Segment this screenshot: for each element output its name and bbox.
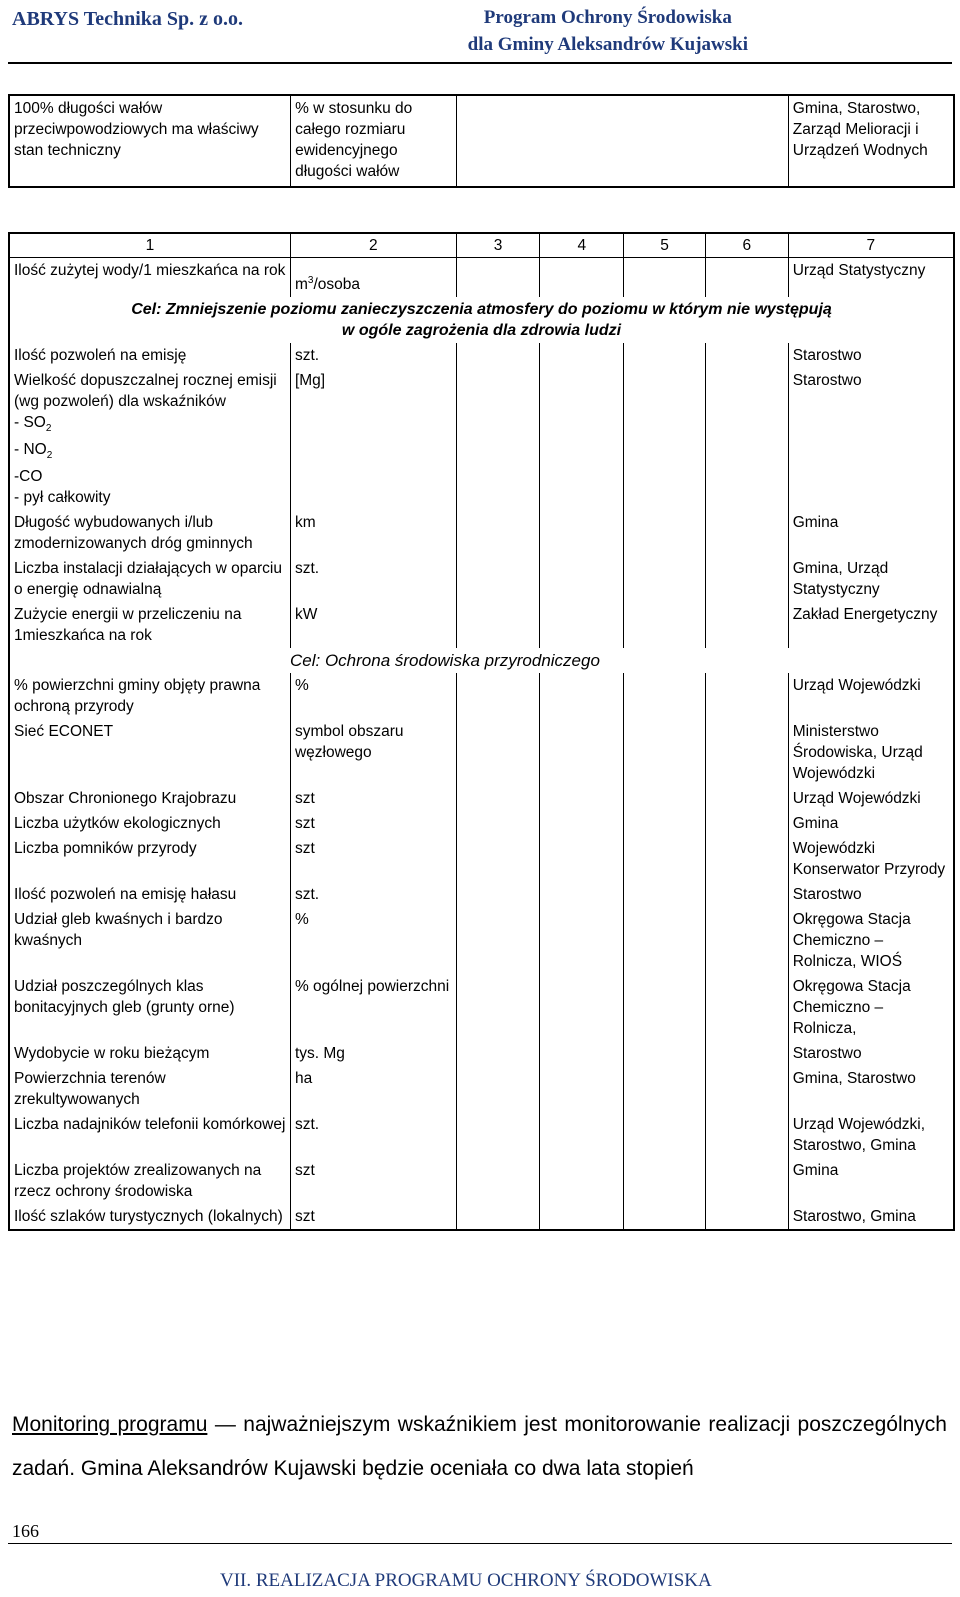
indicator-unit: ha — [290, 1066, 456, 1112]
indicator-unit: szt — [290, 786, 456, 811]
indicator-source: Starostwo — [788, 1041, 954, 1066]
empty-cell — [624, 836, 706, 882]
indicator-name: Obszar Chronionego Krajobrazu — [14, 790, 237, 808]
indicator-unit: km — [290, 510, 456, 556]
indicator-name: % powierzchni gminy objęty prawna ochroną przyrody — [14, 677, 261, 716]
table-row — [9, 1204, 954, 1230]
empty-cell — [540, 836, 624, 882]
indicator-source: Urząd Wojewódzki, Starostwo, Gmina — [788, 1112, 954, 1158]
table-row — [9, 1041, 954, 1066]
indicator-source: Wojewódzki Konserwator Przyrody — [788, 836, 954, 882]
indicator-unit: % ogólnej powierzchni — [290, 974, 456, 1041]
monitoring-label: Monitoring programu — [12, 1413, 208, 1436]
table-row — [9, 258, 954, 298]
goal-row — [9, 297, 954, 343]
empty-cell — [456, 556, 540, 602]
empty-cell — [540, 974, 624, 1041]
empty-cell — [705, 907, 788, 974]
top-table — [8, 94, 955, 188]
col-number: 7 — [788, 233, 954, 258]
indicator-name: Wydobycie w roku bieżącym — [14, 1045, 210, 1063]
indicator-name: Zużycie energii w przeliczeniu na 1mieszkańca na rok — [14, 606, 242, 645]
indicator-source: Gmina — [788, 1158, 954, 1204]
col-number: 2 — [290, 233, 456, 258]
co-label: -CO — [14, 468, 43, 486]
empty-cell — [456, 882, 540, 907]
empty-cell — [624, 343, 706, 368]
empty-cell — [456, 1112, 540, 1158]
indicator-name: Liczba projektów zrealizowanych na rzecz ochrony środowiska — [14, 1162, 262, 1201]
empty-cell — [705, 836, 788, 882]
table-row — [9, 719, 954, 786]
table-row — [9, 1158, 954, 1204]
page-number: 166 — [12, 1521, 39, 1541]
indicator-name: Ilość pozwoleń na emisję — [14, 347, 187, 365]
empty-cell — [456, 719, 540, 786]
indicator-source: Starostwo — [788, 882, 954, 907]
empty-cell — [540, 1158, 624, 1204]
indicator-name: Liczba użytków ekologicznych — [14, 815, 221, 833]
empty-cell — [705, 1112, 788, 1158]
indicator-source: Urząd Wojewódzki — [788, 786, 954, 811]
empty-cell — [540, 907, 624, 974]
footer-divider — [8, 1543, 952, 1544]
indicator-source: Starostwo — [788, 368, 954, 510]
indicator-unit — [290, 258, 456, 298]
no2-label: - NO — [14, 441, 47, 459]
empty-cell — [624, 907, 706, 974]
empty-cell — [705, 1158, 788, 1204]
empty-cell — [456, 786, 540, 811]
table-row — [9, 836, 954, 882]
empty-cell — [624, 786, 706, 811]
empty-cell — [705, 882, 788, 907]
empty-cell — [624, 602, 706, 648]
unit-exponent: 3 — [307, 275, 314, 286]
monitoring-text: — najważniejszym wskaźnikiem jest monitorowanie realizacji poszczególnych zadań. Gmina Aleksandrów Kujawski będzie oceniała co dwa lata stopień — [12, 1413, 947, 1480]
table-row — [9, 602, 954, 648]
indicator-unit: % — [290, 907, 456, 974]
indicator-unit: szt — [290, 1158, 456, 1204]
empty-cell — [540, 811, 624, 836]
indicator-name: Powierzchnia terenów zrekultywowanych — [14, 1070, 166, 1109]
indicator-source: Gmina — [788, 510, 954, 556]
indicator-unit: szt. — [290, 1112, 456, 1158]
empty-cell — [705, 673, 788, 719]
indicator-name: Ilość zużytej wody/1 mieszkańca na rok — [14, 262, 286, 279]
table-row — [9, 786, 954, 811]
empty-cell — [456, 602, 540, 648]
empty-cell — [540, 556, 624, 602]
column-numbers-row — [9, 233, 954, 258]
table-row — [9, 673, 954, 719]
empty-cell — [705, 1204, 788, 1230]
indicator-source: Gmina, Urząd Statystyczny — [788, 556, 954, 602]
empty-cell — [624, 719, 706, 786]
indicator-source: Okręgowa Stacja Chemiczno – Rolnicza, WIOŚ — [788, 907, 954, 974]
empty-cell — [624, 1112, 706, 1158]
empty-cell — [624, 974, 706, 1041]
table-row — [9, 556, 954, 602]
goal-heading: Cel: Ochrona środowiska przyrodniczego — [290, 651, 600, 671]
empty-cell — [624, 882, 706, 907]
indicator-name: Ilość pozwoleń na emisję hałasu — [14, 886, 237, 904]
subscript: 2 — [45, 423, 52, 435]
table-row — [9, 1066, 954, 1112]
indicator-unit: szt. — [290, 343, 456, 368]
program-title-line1: Program Ochrony Środowiska — [483, 7, 732, 28]
indicator-name — [9, 368, 290, 510]
indicator-unit: % — [290, 673, 456, 719]
empty-cell — [540, 343, 624, 368]
empty-cell — [705, 510, 788, 556]
table-row — [9, 882, 954, 907]
indicator-source: Ministerstwo Środowiska, Urząd Wojewódzki — [788, 719, 954, 786]
indicator-unit: szt — [290, 1204, 456, 1230]
empty-cell — [705, 1041, 788, 1066]
col-number: 4 — [540, 233, 624, 258]
empty-cell — [540, 673, 624, 719]
indicator-source: Starostwo, Gmina — [788, 1204, 954, 1230]
empty-cell — [624, 510, 706, 556]
empty-cell — [624, 1041, 706, 1066]
indicator-unit: szt — [290, 836, 456, 882]
empty-cell — [540, 719, 624, 786]
indicator-unit: kW — [290, 602, 456, 648]
empty-cell — [456, 95, 788, 187]
goal-heading — [9, 297, 954, 343]
empty-cell — [540, 510, 624, 556]
empty-cell — [540, 1041, 624, 1066]
empty-cell — [540, 1112, 624, 1158]
indicator-name: Udział gleb kwaśnych i bardzo kwaśnych — [14, 911, 223, 950]
empty-cell — [456, 510, 540, 556]
indicator-name: Długość wybudowanych i/lub zmodernizowanych dróg gminnych — [14, 514, 253, 553]
table-row — [9, 974, 954, 1041]
empty-cell — [456, 1204, 540, 1230]
indicator-name: Liczba pomników przyrody — [14, 840, 197, 858]
empty-cell — [456, 343, 540, 368]
dust-label: - pył całkowity — [14, 489, 111, 507]
empty-cell — [456, 1066, 540, 1112]
empty-cell — [540, 602, 624, 648]
table-row — [9, 95, 954, 187]
col-number: 1 — [9, 233, 290, 258]
empty-cell — [705, 556, 788, 602]
indicator-name: Sieć ECONET — [14, 723, 114, 741]
empty-cell — [456, 836, 540, 882]
empty-cell — [540, 786, 624, 811]
empty-cell — [456, 1041, 540, 1066]
col-number: 5 — [624, 233, 706, 258]
empty-cell — [540, 882, 624, 907]
indicator-unit: [Mg] — [290, 368, 456, 510]
unit-base: m — [294, 276, 308, 294]
empty-cell — [624, 673, 706, 719]
indicator-name: 100% długości wałów przeciwpowodziowych ma właściwy stan techniczny — [14, 100, 259, 159]
empty-cell — [456, 811, 540, 836]
indicator-name: Liczba instalacji działających w oparciu o energię odnawialną — [14, 560, 282, 599]
empty-cell — [705, 602, 788, 648]
table-row — [9, 510, 954, 556]
empty-cell — [705, 786, 788, 811]
col-number: 6 — [705, 233, 788, 258]
indicator-unit: szt. — [290, 882, 456, 907]
indicator-source: Urząd Wojewódzki — [788, 673, 954, 719]
empty-cell — [624, 1066, 706, 1112]
table-row — [9, 811, 954, 836]
table-row — [9, 907, 954, 974]
indicator-unit: szt. — [290, 556, 456, 602]
program-title — [468, 4, 748, 58]
indicator-source: Gmina, Starostwo — [788, 1066, 954, 1112]
indicator-unit: tys. Mg — [290, 1041, 456, 1066]
empty-cell — [705, 719, 788, 786]
indicator-source: Okręgowa Stacja Chemiczno – Rolnicza, — [788, 974, 954, 1041]
indicator-name: Ilość szlaków turystycznych (lokalnych) — [14, 1208, 283, 1226]
table-row — [9, 343, 954, 368]
indicator-unit: % w stosunku do całego rozmiaru ewidencyjnego długości wałów — [291, 95, 457, 187]
empty-cell — [456, 974, 540, 1041]
indicator-source: Urząd Statystyczny — [788, 258, 954, 298]
indicator-source: Gmina — [788, 811, 954, 836]
indicator-unit: symbol obszaru węzłowego — [290, 719, 456, 786]
goal-line-2: w ogóle zagrożenia dla zdrowia ludzi — [341, 322, 622, 340]
indicator-name: Liczba nadajników telefonii komórkowej — [14, 1116, 286, 1134]
subscript: 2 — [46, 450, 53, 462]
table-row — [9, 368, 954, 510]
empty-cell — [624, 1204, 706, 1230]
empty-cell — [705, 1066, 788, 1112]
empty-cell — [624, 811, 706, 836]
empty-cell — [624, 556, 706, 602]
emission-label: Wielkość dopuszczalnej rocznej emisji (wg pozwoleń) dla wskaźników — [14, 372, 277, 411]
empty-cell — [705, 811, 788, 836]
indicator-unit: szt — [290, 811, 456, 836]
empty-cell — [705, 974, 788, 1041]
empty-cell — [456, 673, 540, 719]
col-number: 3 — [456, 233, 540, 258]
chapter-title: VII. REALIZACJA PROGRAMU OCHRONY ŚRODOWISKA — [220, 1570, 712, 1591]
unit-rest: /osoba — [313, 276, 360, 294]
empty-cell — [705, 343, 788, 368]
empty-cell — [540, 1204, 624, 1230]
table-row — [9, 1112, 954, 1158]
indicators-table — [8, 232, 955, 1231]
so2-label: - SO — [14, 414, 46, 432]
indicator-name: Udział poszczególnych klas bonitacyjnych gleb (grunty orne) — [14, 978, 235, 1017]
indicator-source: Gmina, Starostwo, Zarząd Melioracji i Urządzeń Wodnych — [788, 95, 954, 187]
empty-cell — [456, 1158, 540, 1204]
header-divider — [8, 62, 952, 64]
monitoring-paragraph — [12, 1403, 947, 1491]
indicator-source: Starostwo — [788, 343, 954, 368]
goal-line-1: Cel: Zmniejszenie poziomu zanieczyszczenia atmosfery do poziomu w którym nie występują — [131, 301, 832, 319]
empty-cell — [456, 907, 540, 974]
indicator-source: Zakład Energetyczny — [788, 602, 954, 648]
program-title-line2: dla Gminy Aleksandrów Kujawski — [467, 34, 748, 55]
goal-row — [9, 648, 954, 673]
company-name: ABRYS Technika Sp. z o.o. — [12, 8, 244, 30]
empty-cell — [540, 1066, 624, 1112]
empty-cell — [624, 1158, 706, 1204]
